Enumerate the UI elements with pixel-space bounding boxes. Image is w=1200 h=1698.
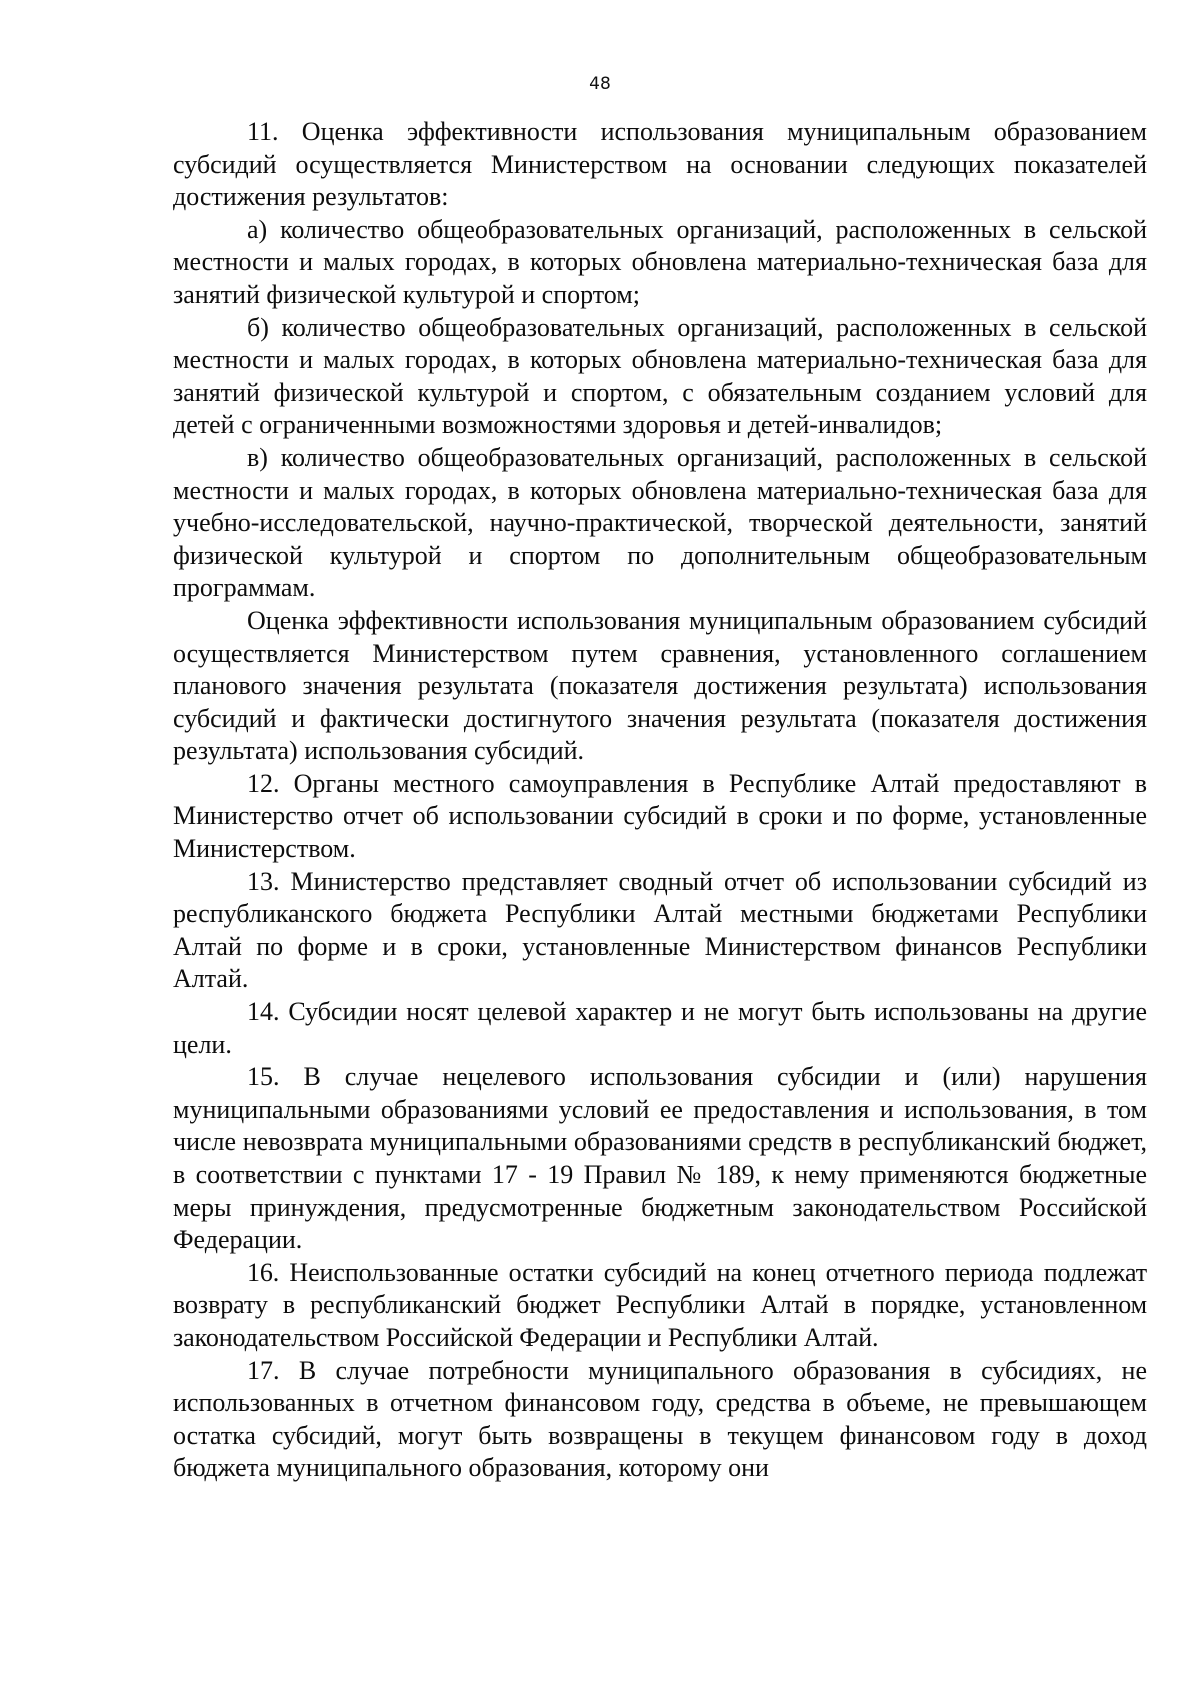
- paragraph-11: 11. Оценка эффективности использования муниципальным образованием субсидий осуществляется Министерством на основании следующих показателей достижения результатов:: [173, 117, 1147, 212]
- paragraph-14: 14. Субсидии носят целевой характер и не могут быть использованы на другие цели.: [173, 997, 1147, 1059]
- paragraph-evaluation: Оценка эффективности использования муниципальным образованием субсидий осуществляется Министерством путем сравнения, установленного соглашением планового значения результата (показателя достижения результата) использования субсидий и фактически достигнутого значения результата (показателя достижения результата) использования субсидий.: [173, 605, 1147, 766]
- page-number: 48: [589, 74, 611, 94]
- paragraph-12: 12. Органы местного самоуправления в Республике Алтай предоставляют в Министерство отчет об использовании субсидий в сроки и по форме, установленные Министерством.: [173, 768, 1147, 864]
- paragraph-17: 17. В случае потребности муниципального образования в субсидиях, не использованных в отчетном финансовом году, средства в объеме, не превышающем остатка субсидий, могут быть возвращены в текущем финансовом году в доход бюджета муниципального образования, которому они: [173, 1355, 1147, 1483]
- paragraph-15: 15. В случае нецелевого использования субсидии и (или) нарушения муниципальными образованиями условий ее предоставления и использования, в том числе невозврата муниципальными образованиями средств в республиканский бюджет, в соответствии с пунктами 17 - 19 Правил № 189, к нему применяются бюджетные меры принуждения, предусмотренные бюджетным законодательством Российской Федерации.: [173, 1062, 1147, 1255]
- document-body: [173, 116, 1147, 1485]
- paragraph-11-v: в) количество общеобразовательных организаций, расположенных в сельской местности и малых городах, в которых обновлена материально-техническая база для учебно-исследовательской, научно-практической, творческой деятельности, занятий физической культурой и спортом по дополнительным общеобразовательным программам.: [173, 442, 1147, 603]
- paragraph-13: 13. Министерство представляет сводный отчет об использовании субсидий из республиканского бюджета Республики Алтай местными бюджетами Республики Алтай по форме и в сроки, установленные Министерством финансов Республики Алтай.: [173, 866, 1147, 994]
- paragraph-11-a: а) количество общеобразовательных организаций, расположенных в сельской местности и малых городах, в которых обновлена материально-техническая база для занятий физической культурой и спортом;: [173, 214, 1147, 309]
- paragraph-11-b: б) количество общеобразовательных организаций, расположенных в сельской местности и малых городах, в которых обновлена материально-техническая база для занятий физической культурой и спортом, с обязательным созданием условий для детей с ограниченными возможностями здоровья и детей-инвалидов;: [173, 312, 1147, 440]
- paragraph-16: 16. Неиспользованные остатки субсидий на конец отчетного периода подлежат возврату в республиканский бюджет Республики Алтай в порядке, установленном законодательством Российской Федерации и Республики Алтай.: [173, 1257, 1147, 1352]
